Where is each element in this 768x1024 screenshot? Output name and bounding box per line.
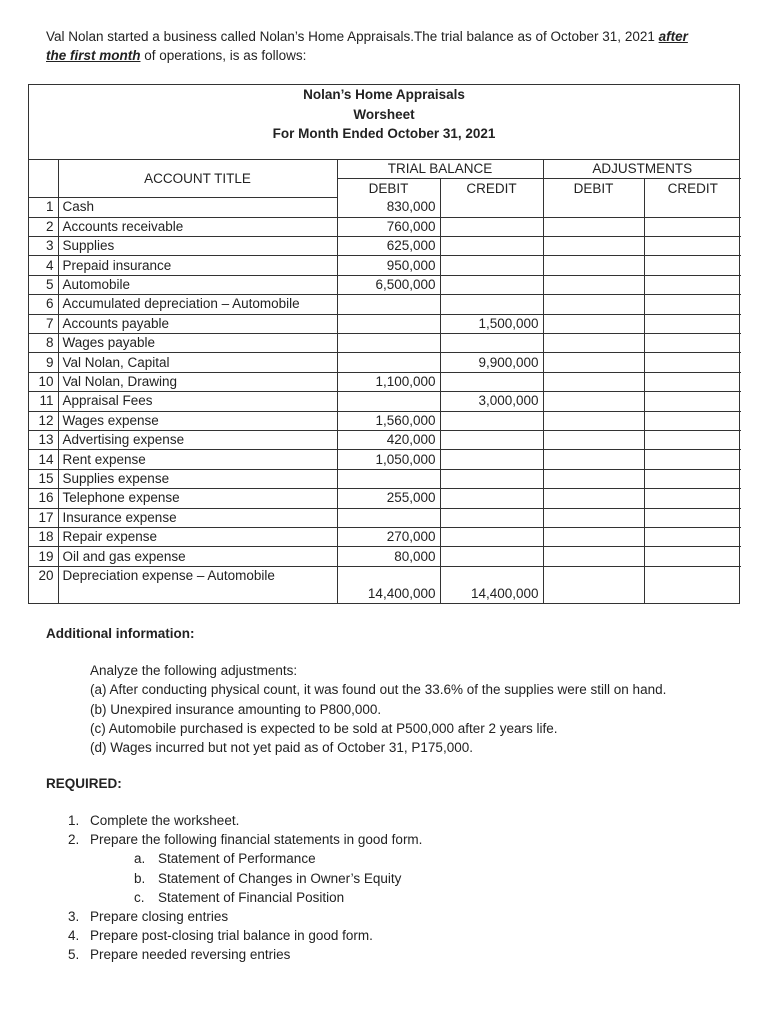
adj-debit-cell	[543, 372, 644, 391]
tb-credit-cell: 1,500,000	[440, 314, 543, 333]
adj-debit-cell	[543, 508, 644, 527]
tb-debit-cell: 1,560,000	[337, 411, 440, 430]
totals-row	[29, 585, 741, 603]
adj-credit-cell	[644, 469, 741, 488]
table-row	[29, 392, 741, 411]
tb-credit-cell	[440, 217, 543, 236]
total-adj-credit	[644, 585, 741, 603]
adj-debit-cell	[543, 275, 644, 294]
adjustment-item-a: (a) After conducting physical count, it was found out the 33.6% of the supplies were still on hand.	[90, 682, 667, 698]
adj-credit-cell	[644, 411, 741, 430]
adjustments-lead: Analyze the following adjustments:	[90, 663, 298, 678]
tb-credit-cell	[440, 411, 543, 430]
adj-debit-cell	[543, 450, 644, 469]
tb-credit-cell	[440, 295, 543, 314]
account-title: Cash	[58, 198, 337, 217]
tb-debit-cell: 270,000	[337, 527, 440, 546]
account-title: Oil and gas expense	[58, 547, 337, 566]
adjustment-item-b: (b) Unexpired insurance amounting to P800,000.	[90, 701, 382, 717]
account-title: Accounts receivable	[58, 217, 337, 236]
row-number: 4	[29, 256, 58, 275]
table-row	[29, 430, 741, 449]
tb-debit-cell	[337, 314, 440, 333]
table-row	[29, 295, 741, 314]
row-number: 9	[29, 353, 58, 372]
adj-debit-cell	[543, 256, 644, 275]
row-number: 16	[29, 489, 58, 508]
adj-credit-cell	[644, 450, 741, 469]
required-subitem-a	[68, 849, 422, 868]
account-title: Repair expense	[58, 527, 337, 546]
tb-credit-cell	[440, 430, 543, 449]
row-number: 11	[29, 392, 58, 411]
tb-debit-cell	[337, 353, 440, 372]
table-row	[29, 256, 741, 275]
worksheet-period: For Month Ended October 31, 2021	[272, 126, 496, 141]
intro-emphasis-after: after	[658, 29, 688, 44]
total-tb-credit: 14,400,000	[440, 585, 543, 603]
row-number: 17	[29, 508, 58, 527]
required-item-number: 3.	[68, 909, 80, 925]
tb-credit-cell	[440, 527, 543, 546]
required-subitem-c	[68, 888, 422, 907]
required-item-number: 4.	[68, 928, 80, 944]
tb-debit-cell: 420,000	[337, 430, 440, 449]
worksheet-table	[28, 84, 740, 604]
tb-debit-cell	[337, 469, 440, 488]
tb-credit-cell: 3,000,000	[440, 392, 543, 411]
account-title: Depreciation expense – Automobile	[58, 566, 337, 585]
table-row	[29, 275, 741, 294]
account-title: Wages expense	[58, 411, 337, 430]
required-item-3	[68, 907, 422, 926]
table-row	[29, 489, 741, 508]
totals-no-cell	[29, 585, 58, 603]
adj-debit-cell	[543, 237, 644, 256]
table-row	[29, 372, 741, 391]
account-title: Rent expense	[58, 450, 337, 469]
intro-text: Val Nolan started a business called Nolan’s Home Appraisals.The trial balance as of October 31, 2021	[46, 29, 659, 44]
tb-credit-cell: 9,900,000	[440, 353, 543, 372]
row-number: 6	[29, 295, 58, 314]
tb-debit-cell: 830,000	[337, 198, 440, 217]
adj-credit-cell	[644, 566, 741, 585]
tb-credit-cell	[440, 566, 543, 585]
required-heading: REQUIRED:	[46, 776, 122, 791]
worksheet-heading	[29, 85, 739, 160]
adj-credit-cell	[644, 547, 741, 566]
tb-debit-cell: 255,000	[337, 489, 440, 508]
adj-credit-cell	[644, 508, 741, 527]
account-title: Telephone expense	[58, 489, 337, 508]
required-item-text: Prepare needed reversing entries	[90, 947, 291, 963]
adj-debit-cell	[543, 566, 644, 585]
row-number: 5	[29, 275, 58, 294]
table-row	[29, 508, 741, 527]
table-row	[29, 217, 741, 236]
row-number: 15	[29, 469, 58, 488]
adjustment-item-c: (c) Automobile purchased is expected to be sold at P500,000 after 2 years life.	[90, 720, 558, 736]
adj-credit-cell	[644, 430, 741, 449]
account-title: Val Nolan, Drawing	[58, 372, 337, 391]
header-adj-debit: DEBIT	[543, 179, 644, 198]
adj-debit-cell	[543, 411, 644, 430]
tb-debit-cell	[337, 566, 440, 585]
adj-debit-cell	[543, 353, 644, 372]
tb-debit-cell: 6,500,000	[337, 275, 440, 294]
account-title: Supplies expense	[58, 469, 337, 488]
row-number: 20	[29, 566, 58, 585]
account-title: Supplies	[58, 237, 337, 256]
tb-debit-cell: 1,100,000	[337, 372, 440, 391]
required-item-text: Complete the worksheet.	[90, 813, 240, 828]
required-item-text: Prepare the following financial statements in good form.	[90, 832, 423, 848]
totals-label-cell	[58, 585, 337, 603]
row-number: 3	[29, 237, 58, 256]
tb-credit-cell	[440, 237, 543, 256]
account-title: Advertising expense	[58, 430, 337, 449]
adj-credit-cell	[644, 314, 741, 333]
tb-credit-cell	[440, 372, 543, 391]
account-title: Accounts payable	[58, 314, 337, 333]
adjustment-item-d: (d) Wages incurred but not yet paid as of October 31, P175,000.	[90, 740, 473, 756]
table-row	[29, 237, 741, 256]
required-item-number: 1.	[68, 813, 80, 828]
row-number: 18	[29, 527, 58, 546]
adj-credit-cell	[644, 237, 741, 256]
header-no-cell	[29, 160, 58, 198]
intro-emphasis-first-month: the first month	[46, 48, 141, 63]
tb-debit-cell	[337, 334, 440, 353]
table-row	[29, 450, 741, 469]
tb-debit-cell: 760,000	[337, 217, 440, 236]
tb-debit-cell: 80,000	[337, 547, 440, 566]
adj-credit-cell	[644, 353, 741, 372]
header-row-1	[29, 160, 741, 179]
adj-credit-cell	[644, 275, 741, 294]
subitem-letter: b.	[134, 870, 146, 886]
table-row	[29, 527, 741, 546]
tb-credit-cell	[440, 275, 543, 294]
tb-credit-cell	[440, 450, 543, 469]
tb-credit-cell	[440, 198, 543, 217]
subitem-text: Statement of Financial Position	[158, 889, 345, 905]
header-tb-credit: CREDIT	[440, 179, 543, 198]
required-list	[68, 811, 422, 965]
account-title: Automobile	[58, 275, 337, 294]
adj-credit-cell	[644, 334, 741, 353]
total-adj-debit	[543, 585, 644, 603]
header-tb-debit: DEBIT	[337, 179, 440, 198]
adj-debit-cell	[543, 217, 644, 236]
required-item-text: Prepare post-closing trial balance in good form.	[90, 928, 373, 944]
account-title: Appraisal Fees	[58, 392, 337, 411]
tb-debit-cell	[337, 508, 440, 527]
adj-debit-cell	[543, 295, 644, 314]
tb-debit-cell: 1,050,000	[337, 450, 440, 469]
account-title: Insurance expense	[58, 508, 337, 527]
row-number: 13	[29, 430, 58, 449]
row-number: 1	[29, 198, 58, 217]
adj-credit-cell	[644, 527, 741, 546]
tb-credit-cell	[440, 256, 543, 275]
table-row	[29, 314, 741, 333]
header-adjustments: ADJUSTMENTS	[543, 160, 741, 179]
adj-debit-cell	[543, 392, 644, 411]
tb-debit-cell	[337, 295, 440, 314]
account-title: Accumulated depreciation – Automobile	[58, 295, 337, 314]
adj-debit-cell	[543, 314, 644, 333]
adj-credit-cell	[644, 489, 741, 508]
adj-debit-cell	[543, 489, 644, 508]
intro-paragraph	[46, 27, 726, 65]
row-number: 8	[29, 334, 58, 353]
additional-info-heading: Additional information:	[46, 626, 195, 641]
intro-text-end: of operations, is as follows:	[140, 48, 307, 63]
required-item-1	[68, 811, 422, 830]
row-number: 12	[29, 411, 58, 430]
subitem-letter: c.	[134, 889, 145, 905]
account-title: Prepaid insurance	[58, 256, 337, 275]
subitem-letter: a.	[134, 851, 146, 867]
subitem-text: Statement of Changes in Owner’s Equity	[158, 870, 402, 886]
worksheet-body	[29, 198, 741, 585]
required-item-number: 5.	[68, 947, 80, 963]
table-row	[29, 547, 741, 566]
adj-credit-cell	[644, 198, 741, 217]
table-row	[29, 334, 741, 353]
row-number: 14	[29, 450, 58, 469]
required-subitem-b	[68, 869, 422, 888]
worksheet-title: Worsheet	[353, 106, 415, 122]
row-number: 7	[29, 314, 58, 333]
table-row	[29, 198, 741, 217]
company-name: Nolan’s Home Appraisals	[303, 87, 465, 102]
tb-credit-cell	[440, 469, 543, 488]
adj-debit-cell	[543, 527, 644, 546]
tb-credit-cell	[440, 334, 543, 353]
adj-credit-cell	[644, 392, 741, 411]
tb-debit-cell	[337, 392, 440, 411]
required-item-number: 2.	[68, 832, 80, 848]
required-item-2	[68, 830, 422, 849]
required-item-5	[68, 945, 422, 964]
required-item-4	[68, 926, 422, 945]
row-number: 10	[29, 372, 58, 391]
header-trial-balance: TRIAL BALANCE	[337, 160, 543, 179]
adj-debit-cell	[543, 469, 644, 488]
adj-debit-cell	[543, 547, 644, 566]
tb-credit-cell	[440, 547, 543, 566]
adjustments-list	[90, 661, 666, 757]
tb-debit-cell: 625,000	[337, 237, 440, 256]
header-account-title: ACCOUNT TITLE	[58, 160, 337, 198]
tb-credit-cell	[440, 508, 543, 527]
account-title: Val Nolan, Capital	[58, 353, 337, 372]
tb-debit-cell: 950,000	[337, 256, 440, 275]
required-item-text: Prepare closing entries	[90, 909, 229, 925]
subitem-text: Statement of Performance	[158, 851, 316, 867]
adj-debit-cell	[543, 334, 644, 353]
adj-credit-cell	[644, 217, 741, 236]
tb-credit-cell	[440, 489, 543, 508]
worksheet-grid	[29, 160, 741, 603]
table-row	[29, 469, 741, 488]
adj-credit-cell	[644, 295, 741, 314]
adj-debit-cell	[543, 198, 644, 217]
table-row	[29, 411, 741, 430]
table-row	[29, 353, 741, 372]
adj-credit-cell	[644, 372, 741, 391]
table-row	[29, 566, 741, 585]
row-number: 19	[29, 547, 58, 566]
row-number: 2	[29, 217, 58, 236]
header-adj-credit: CREDIT	[644, 179, 741, 198]
account-title: Wages payable	[58, 334, 337, 353]
adj-debit-cell	[543, 430, 644, 449]
adj-credit-cell	[644, 256, 741, 275]
total-tb-debit: 14,400,000	[337, 585, 440, 603]
